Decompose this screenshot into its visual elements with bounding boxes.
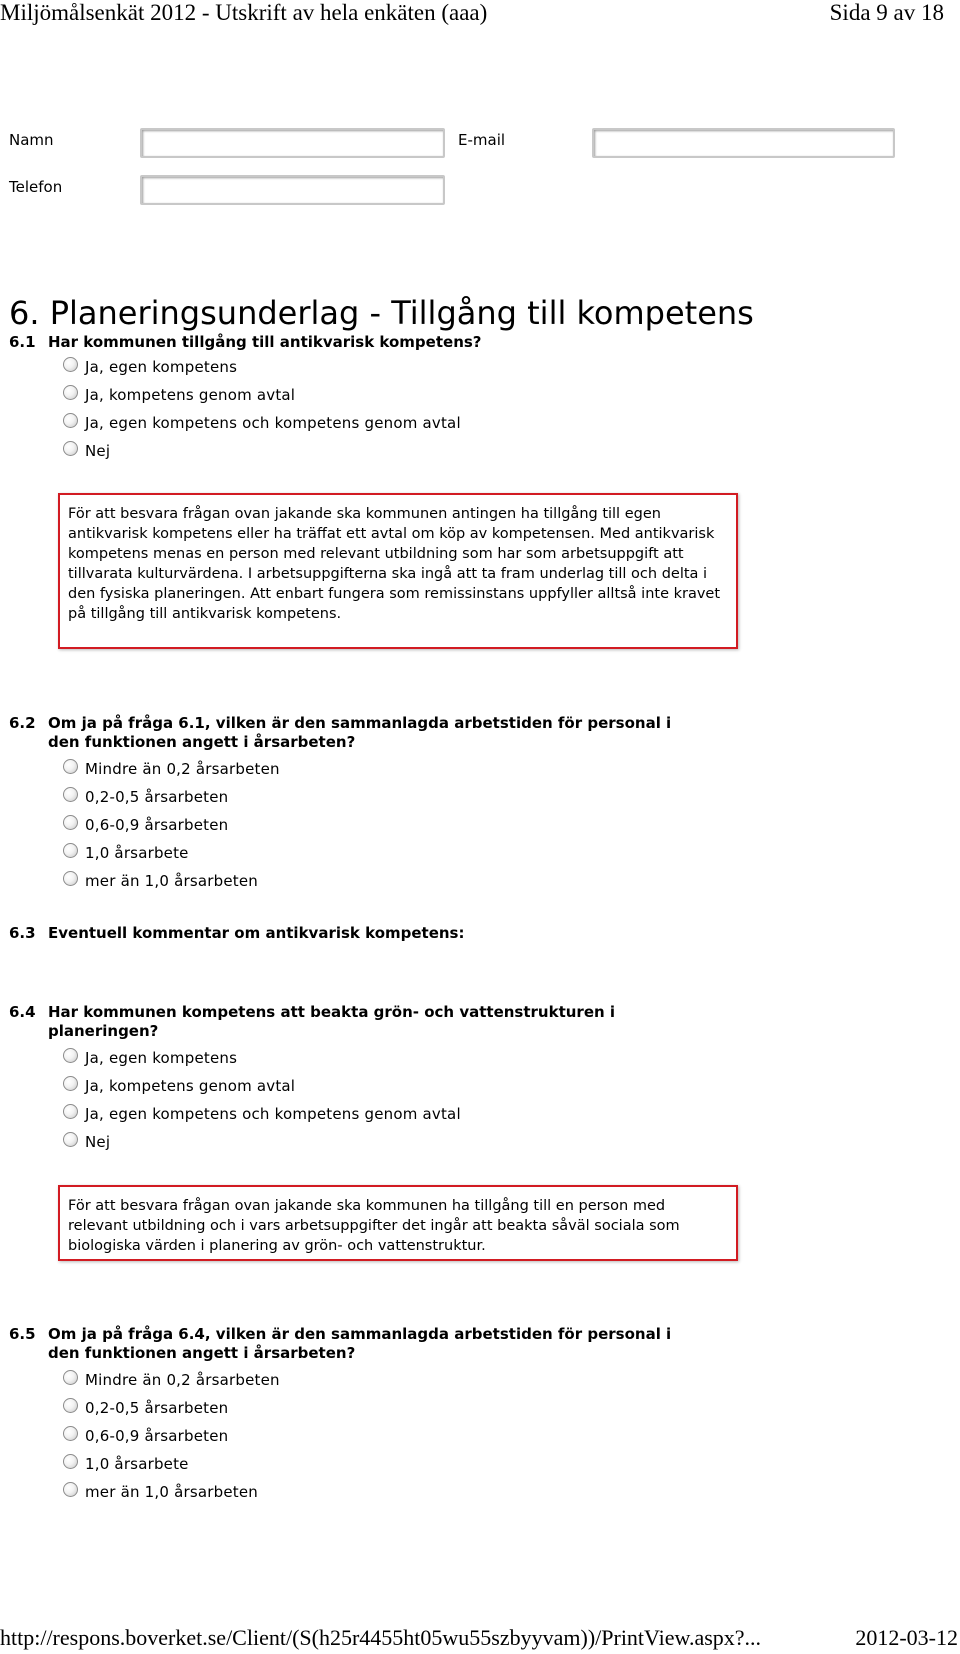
option-label: Ja, egen kompetens och kompetens genom avtal: [85, 1105, 461, 1123]
option-label: mer än 1,0 årsarbeten: [85, 1483, 258, 1501]
question-number: 6.2: [9, 714, 36, 732]
print-header-title: Miljömålsenkät 2012 - Utskrift av hela enkäten (aaa): [0, 0, 488, 25]
q6-4-option-nej[interactable]: [63, 1131, 110, 1153]
phone-input[interactable]: [140, 175, 445, 205]
q6-1-option-nej[interactable]: [63, 440, 110, 462]
print-header-page: Sida 9 av 18: [829, 0, 944, 25]
radio-button-icon[interactable]: [63, 843, 78, 858]
option-label: 1,0 årsarbete: [85, 1455, 189, 1473]
radio-button-icon[interactable]: [63, 1370, 78, 1385]
print-footer-url: http://respons.boverket.se/Client/(S(h25r4455ht05wu55szbyyvam))/PrintView.aspx?...: [0, 1625, 762, 1650]
option-label: Ja, kompetens genom avtal: [85, 1077, 296, 1095]
radio-button-icon[interactable]: [63, 871, 78, 886]
option-label: Mindre än 0,2 årsarbeten: [85, 760, 280, 778]
radio-button-icon[interactable]: [63, 1104, 78, 1119]
q6-5-option-mindre-0-2[interactable]: [63, 1369, 280, 1391]
radio-button-icon[interactable]: [63, 1454, 78, 1469]
question-number: 6.3: [9, 924, 36, 942]
radio-button-icon[interactable]: [63, 1076, 78, 1091]
q6-4-info-box: För att besvara frågan ovan jakande ska kommunen ha tillgång till en person med relevant utbildning och i vars arbetsuppgifter det ingår att beakta såväl sociala som biologiska värden i planering av grön- och vattenstruktur.: [58, 1185, 738, 1261]
question-6-5: [9, 1325, 729, 1365]
option-label: 0,6-0,9 årsarbeten: [85, 1427, 229, 1445]
q6-2-option-mindre-0-2[interactable]: [63, 758, 280, 780]
option-label: mer än 1,0 årsarbeten: [85, 872, 258, 890]
name-label: Namn: [9, 131, 54, 149]
option-label: Ja, egen kompetens och kompetens genom avtal: [85, 414, 461, 432]
radio-button-icon[interactable]: [63, 385, 78, 400]
q6-4-option-egen-och-avtal[interactable]: [63, 1103, 461, 1125]
radio-button-icon[interactable]: [63, 1132, 78, 1147]
question-number: 6.5: [9, 1325, 36, 1343]
radio-button-icon[interactable]: [63, 1048, 78, 1063]
email-input[interactable]: [592, 128, 895, 158]
q6-2-option-0-6-0-9[interactable]: [63, 814, 228, 836]
q6-5-option-1-0[interactable]: [63, 1453, 189, 1475]
option-label: Nej: [85, 1133, 111, 1151]
option-label: 0,2-0,5 årsarbeten: [85, 788, 229, 806]
radio-button-icon[interactable]: [63, 759, 78, 774]
q6-2-option-0-2-0-5[interactable]: [63, 786, 228, 808]
phone-label: Telefon: [9, 178, 63, 196]
option-label: Ja, egen kompetens: [85, 1049, 238, 1067]
q6-4-option-avtal[interactable]: [63, 1075, 295, 1097]
question-6-1: [9, 333, 729, 353]
question-text: Eventuell kommentar om antikvarisk kompetens:: [48, 924, 465, 942]
question-text: Har kommunen kompetens att beakta grön- och vattenstrukturen i planeringen?: [48, 1003, 616, 1040]
radio-button-icon[interactable]: [63, 441, 78, 456]
q6-5-option-0-2-0-5[interactable]: [63, 1397, 228, 1419]
option-label: 0,2-0,5 årsarbeten: [85, 1399, 229, 1417]
q6-1-option-egen-och-avtal[interactable]: [63, 412, 461, 434]
question-number: 6.4: [9, 1003, 36, 1021]
radio-button-icon[interactable]: [63, 787, 78, 802]
question-text: Om ja på fråga 6.1, vilken är den sammanlagda arbetstiden för personal i den funktionen angett i årsarbeten?: [48, 714, 672, 751]
option-label: 0,6-0,9 årsarbeten: [85, 816, 229, 834]
radio-button-icon[interactable]: [63, 413, 78, 428]
section-title: 6. Planeringsunderlag - Tillgång till kompetens: [9, 294, 754, 332]
q6-2-option-1-0[interactable]: [63, 842, 189, 864]
option-label: 1,0 årsarbete: [85, 844, 189, 862]
q6-1-info-box: För att besvara frågan ovan jakande ska kommunen antingen ha tillgång till egen antikvarisk kompetens eller ha träffat ett avtal om köp av kompetensen. Med antikvarisk kompetens menas en person med relevant utbildning som har som arbetsuppgift att tillvarata kulturvärdena. I arbetsuppgifterna ska ingå att ta fram underlag till och delta i den fysiska planeringen. Att enbart fungera som remissinstans uppfyller alltså inte kravet på tillgång till antikvarisk kompetens.: [58, 493, 738, 649]
q6-1-option-egen[interactable]: [63, 356, 237, 378]
question-number: 6.1: [9, 333, 36, 351]
email-label: E-mail: [458, 131, 506, 149]
q6-5-option-mer-1-0[interactable]: [63, 1481, 258, 1503]
name-input[interactable]: [140, 128, 445, 158]
question-6-3: [9, 924, 729, 944]
option-label: Ja, kompetens genom avtal: [85, 386, 296, 404]
radio-button-icon[interactable]: [63, 1482, 78, 1497]
print-footer-date: 2012-03-12: [855, 1625, 958, 1650]
question-text: Har kommunen tillgång till antikvarisk kompetens?: [48, 333, 482, 351]
radio-button-icon[interactable]: [63, 1426, 78, 1441]
q6-2-option-mer-1-0[interactable]: [63, 870, 258, 892]
radio-button-icon[interactable]: [63, 815, 78, 830]
question-6-4: [9, 1003, 729, 1043]
question-text: Om ja på fråga 6.4, vilken är den sammanlagda arbetstiden för personal i den funktionen angett i årsarbeten?: [48, 1325, 672, 1362]
radio-button-icon[interactable]: [63, 357, 78, 372]
q6-1-option-avtal[interactable]: [63, 384, 295, 406]
q6-5-option-0-6-0-9[interactable]: [63, 1425, 228, 1447]
q6-4-option-egen[interactable]: [63, 1047, 237, 1069]
option-label: Mindre än 0,2 årsarbeten: [85, 1371, 280, 1389]
option-label: Ja, egen kompetens: [85, 358, 238, 376]
radio-button-icon[interactable]: [63, 1398, 78, 1413]
question-6-2: [9, 714, 729, 754]
option-label: Nej: [85, 442, 111, 460]
